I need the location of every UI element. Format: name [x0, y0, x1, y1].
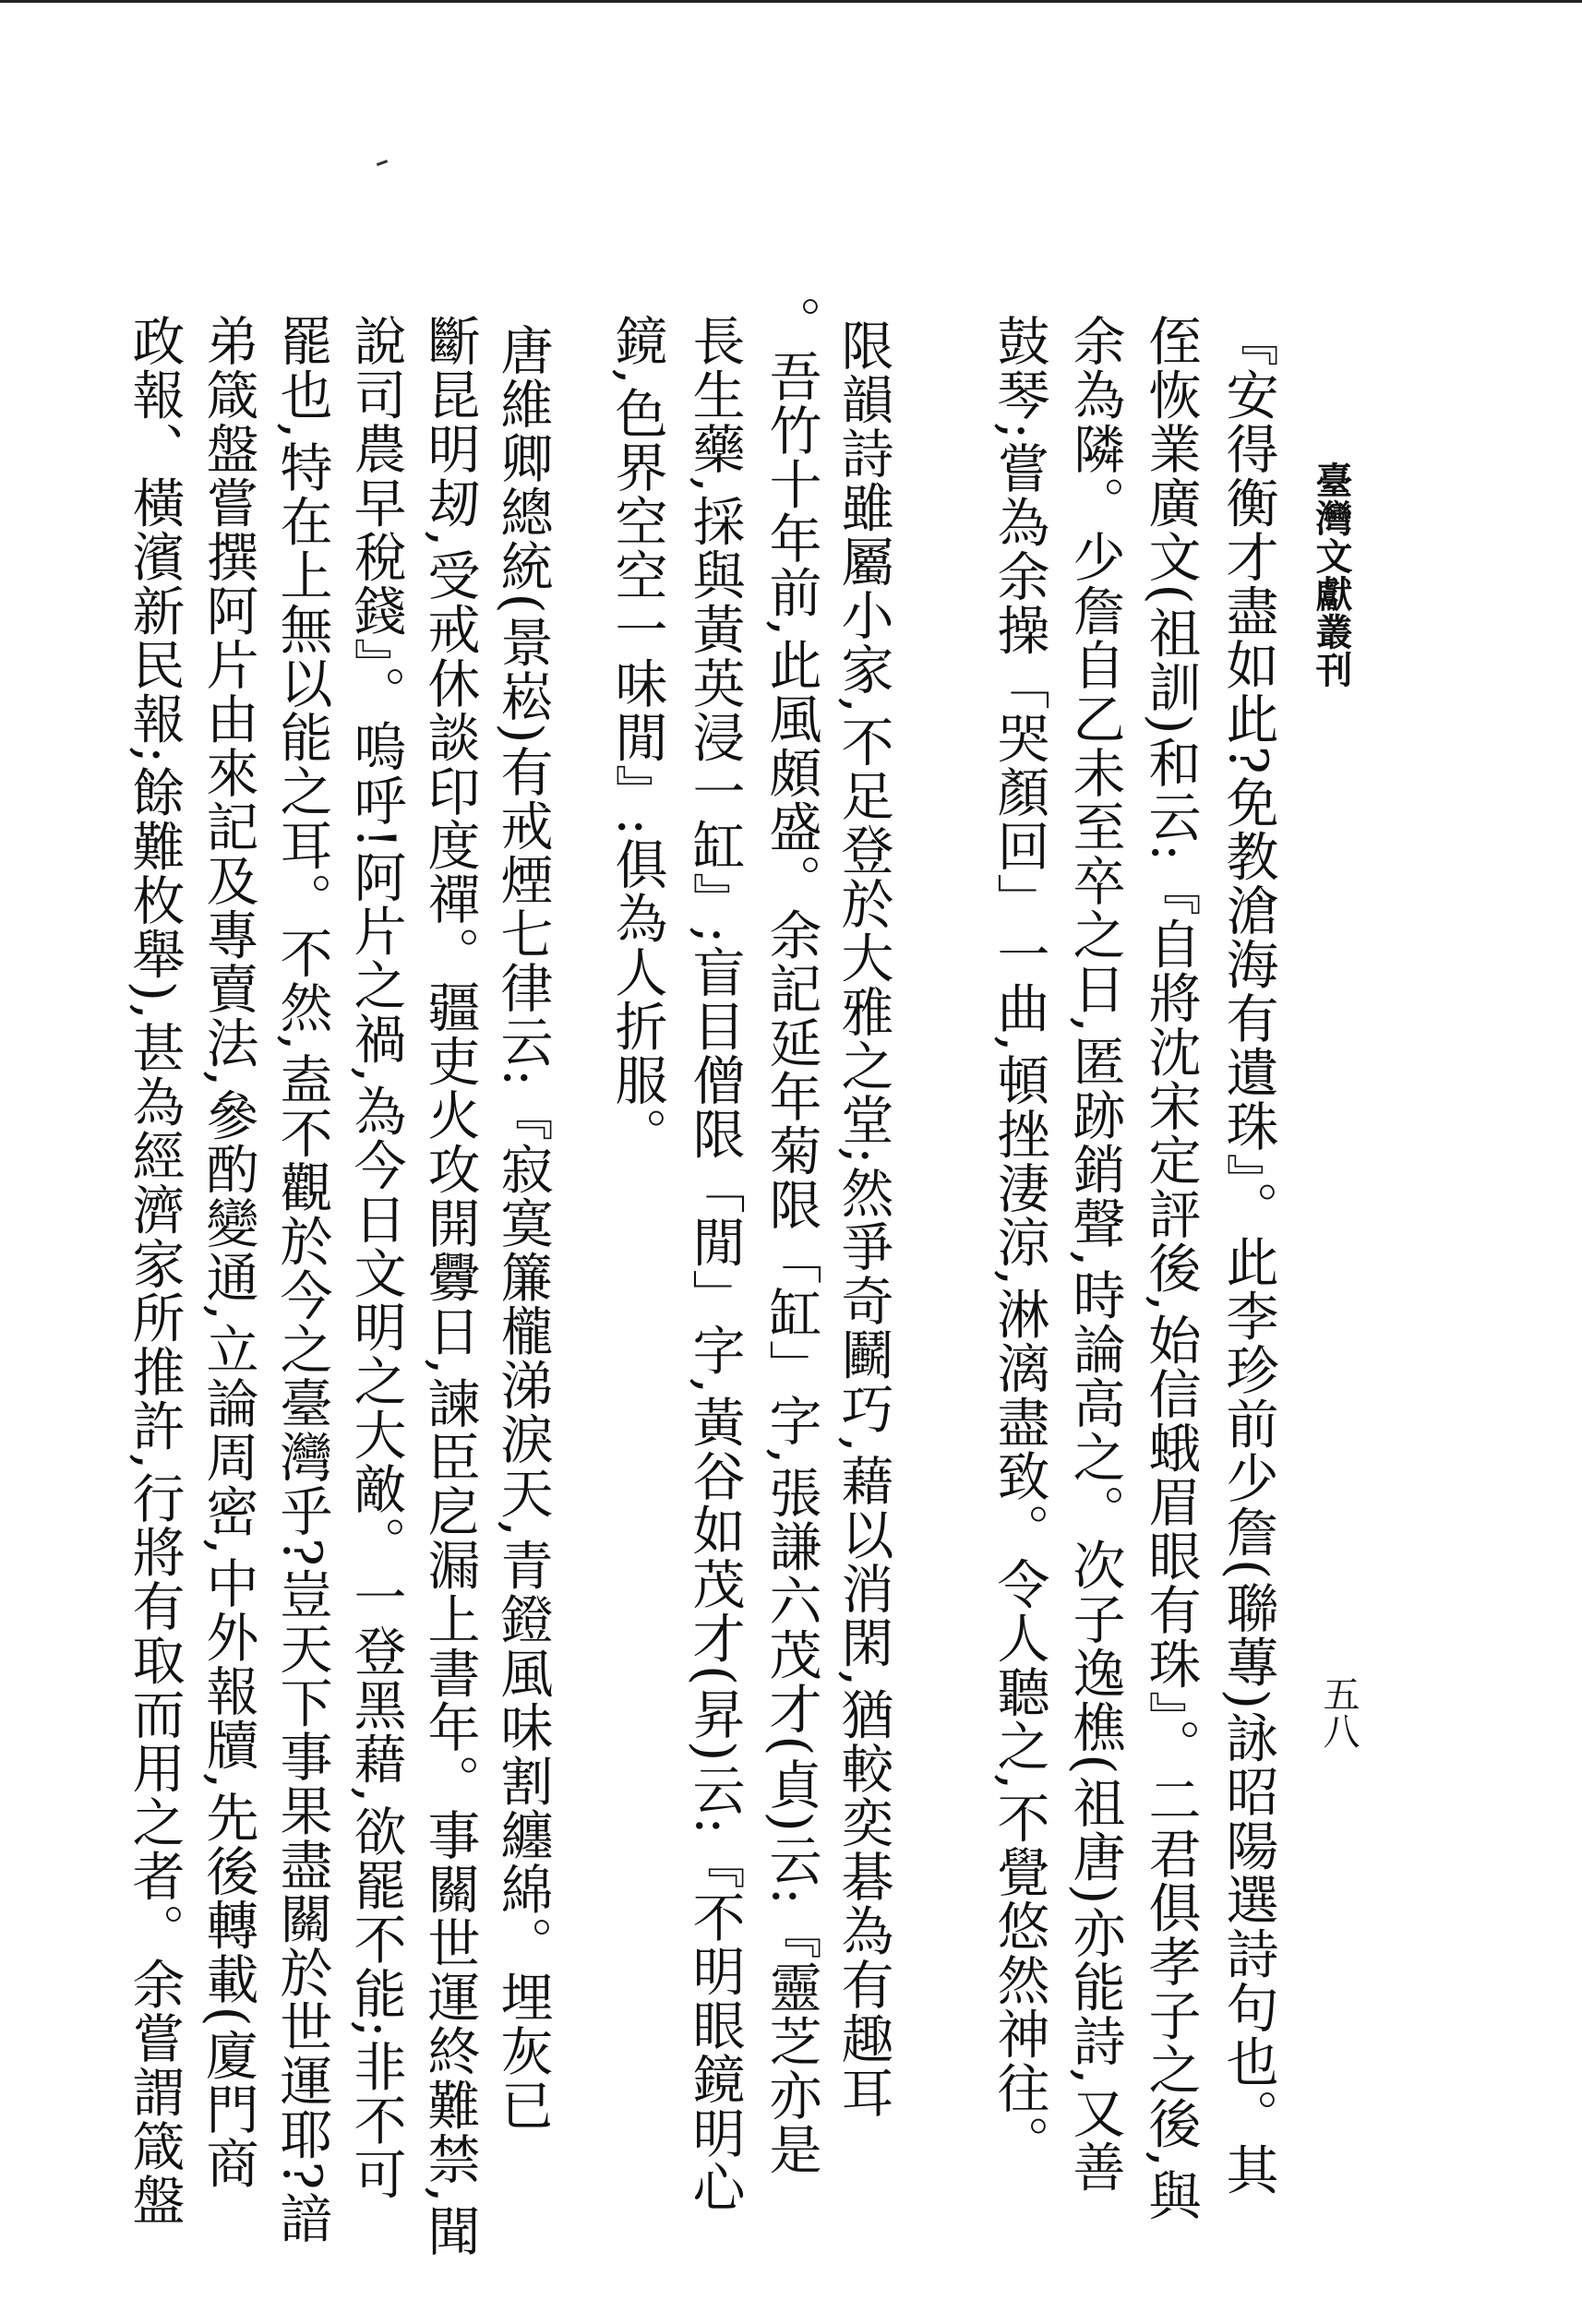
page-number: 五八 [1317, 1675, 1360, 1749]
text-column-13: 弟箴盤嘗撰阿片由來記及專賣法,參酌變通,立論周密,中外報牘,先後轉載(廈門商 [198, 314, 258, 2190]
top-border-rule [0, 0, 1582, 3]
text-column-4: 鼓琴;嘗為余操「哭顏回」一曲,頓挫淒涼,淋漓盡致。令人聽之,不覺悠然神往。 [989, 314, 1049, 2170]
text-column-1: 『安得衡才盡如此?免教滄海有遺珠』。此李珍前少詹(聯蓴)詠昭陽選詩句也。其 [1217, 314, 1278, 2198]
text-column-8: 鏡,色界空空一味閒』:俱為人折服。 [606, 314, 667, 1161]
text-column-9: 唐維卿總統(景崧)有戒煙七律云:『寂寞簾櫳涕淚天,青鐙風味割纏綿。埋灰已 [492, 323, 553, 2132]
text-column-6: 。吾竹十年前,此風頗盛。余記延年菊限「缸」字,張謙六茂才(貞)云:『靈芝亦是 [761, 295, 821, 2176]
text-column-5: 限韻詩雖屬小家,不足登於大雅之堂;然爭奇鬬巧,藉以消閑,猶較奕碁為有趣耳 [833, 318, 893, 2120]
text-column-11: 說司農早稅錢』。嗚呼!阿片之禍,為今日文明之大敵。一登黑藉,欲罷不能;非不可 [345, 314, 406, 2201]
text-column-7: 長生藥,採與黃英浸一缸』;盲目僧限「閒」字,黃谷如茂才(昇)云:『不明眼鏡明心 [684, 314, 745, 2214]
text-column-10: 斷昆明刼,受戒休談印度禪。疆吏火攻開釁日,諫臣戹漏上書年。事關世運終難禁,聞 [419, 314, 480, 2258]
text-column-2: 侄恢業廣文(祖訓)和云:『自將沈宋定評後,始信蛾眉眼有珠』。二君俱孝子之後,與 [1140, 314, 1201, 2222]
text-column-12: 罷也,特在上無以能之耳。不然,盍不觀於今之臺灣乎?豈天下事果盡關於世運耶?諳 [271, 314, 332, 2246]
running-header: 臺灣文獻叢刊 [1310, 461, 1353, 689]
text-column-14: 政報、橫濱新民報;餘難枚舉),甚為經濟家所推許,行將有取而用之者。余嘗謂箴盤 [124, 314, 185, 2227]
text-column-3: 余為隣。少詹自乙未至卒之日,匿跡銷聲,時論高之。次子逸樵(祖唐)亦能詩,又善 [1064, 314, 1125, 2194]
stray-ink-mark [377, 160, 388, 166]
